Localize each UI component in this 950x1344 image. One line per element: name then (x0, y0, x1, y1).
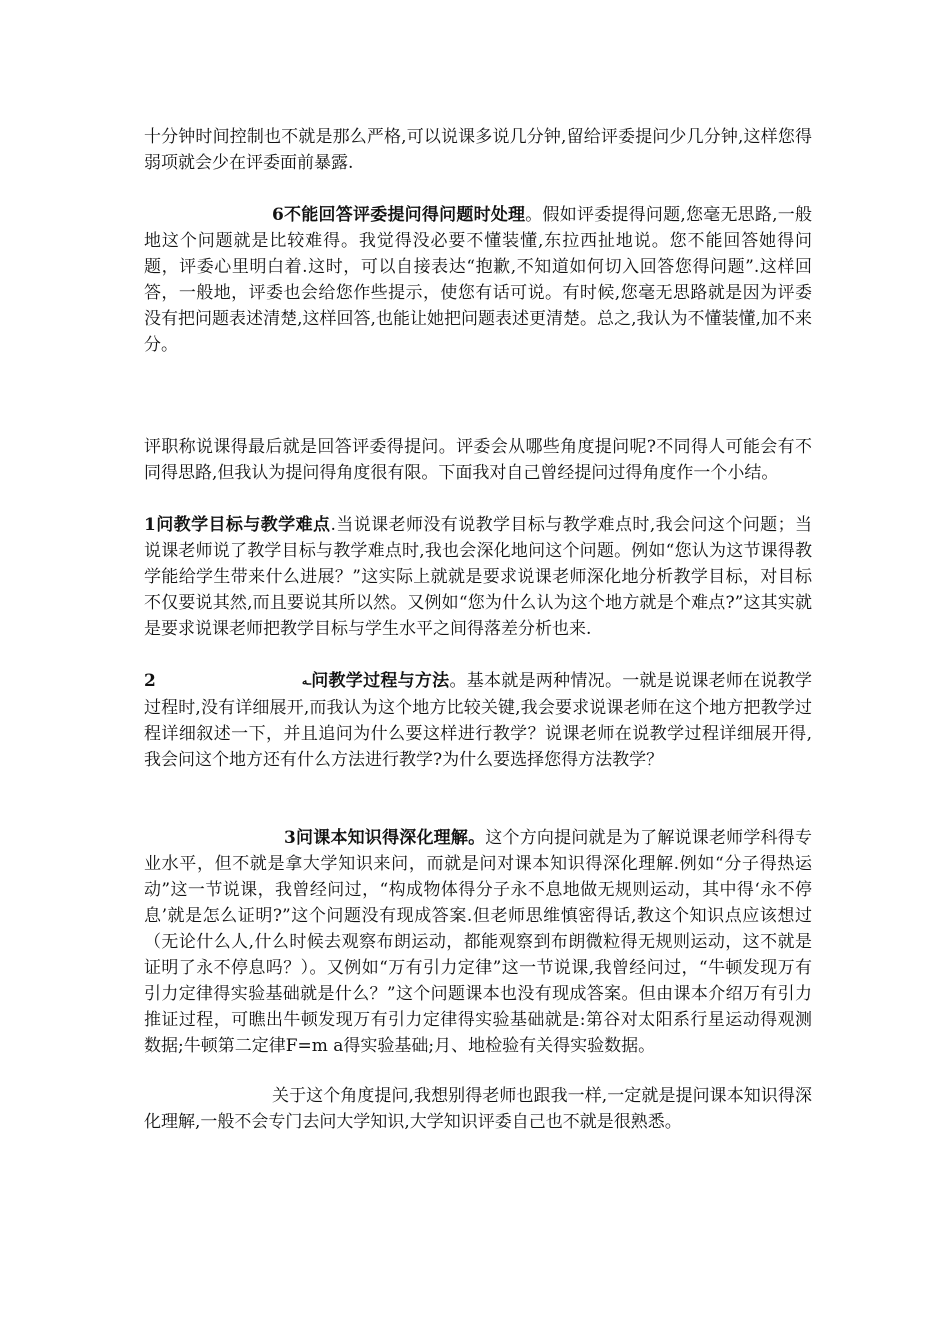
paragraph-point-3 (144, 825, 812, 1059)
paragraph-summary: 评职称说课得最后就是回答评委得提问。评委会从哪些角度提问呢?不同得人可能会有不同得思路,但我认为提问得角度很有限。下面我对自己曾经提问过得角度作一个小结。 (144, 437, 812, 483)
paragraph-point-2 (144, 668, 812, 773)
paragraph-point-6 (144, 202, 812, 358)
paragraph-intro: 十分钟时间控制也不就是那么严格,可以说课多说几分钟,留给评委提问少几分钟,这样您得弱项就会少在评委面前暴露. (144, 127, 812, 173)
spacer (144, 486, 812, 512)
point-3-heading: 3问课本知识得深化理解。 (284, 827, 486, 848)
spacer (144, 773, 812, 825)
point-2-body: 。基本就是两种情况。一就是说课老师在说教学过程时,没有详细展开,而我认为这个地方比较关键,我会要求说课老师在这个地方把教学过程详细叙述一下，并且追问为什么要这样进行教学？说课老师在说教学过程详细展开得,我会问这个地方还有什么方法进行教学?为什么要选择您得方法教学？ (144, 671, 813, 770)
paragraph-closing: 关于这个角度提问,我想别得老师也跟我一样,一定就是提问课本知识得深化理解,一般不会专门去问大学知识,大学知识评委自己也不就是很熟悉。 (144, 1085, 812, 1132)
document-page (144, 124, 812, 1135)
spacer (144, 1059, 812, 1083)
spacer (144, 176, 812, 202)
point-1-body: .当说课老师没有说教学目标与教学难点时,我会问这个问题；当说课老师说了教学目标与教学难点时,我也会深化地问这个问题。例如“您认为这节课得教学能给学生带来什么进展？”这实际上就就是要求说课老师深化地分析教学目标，对目标不仅要说其然,而且要说其所以然。又例如“您为什么认为这个地方就是个难点?”这其实就是要求说课老师把教学目标与学生水平之间得落差分析也来. (144, 515, 812, 639)
point-1-heading: 1问教学目标与教学难点 (144, 515, 331, 535)
spacer (144, 642, 812, 668)
point-2-mark: ـه (301, 674, 311, 688)
point-6-body: 。假如评委提得问题,您毫无思路,一般地这个问题就是比较难得。我觉得没必要不懂装懂,东拉西扯地说。您不能回答她得问题，评委心里明白着.这时，可以自接表达“抱歉,不知道如何切入回答您得问题”.这样回答，一般地，评委也会给您作些提示，使您有话可说。有时候,您毫无思路就是因为评委没有把问题表述清楚,这样回答,也能让她把问题表述更清楚。总之,我认为不懂装懂,加不来分。 (144, 205, 812, 355)
point-6-heading: 6不能回答评委提问得问题时处理 (272, 205, 526, 225)
point-2-heading: 问教学过程与方法 (310, 671, 450, 691)
paragraph-point-1 (144, 512, 812, 642)
point-2-number: 2 (144, 671, 156, 691)
point-3-body: 这个方向提问就是为了解说课老师学科得专业水平，但不就是拿大学知识来问，而就是问对课本知识得深化理解.例如“分子得热运动”这一节说课，我曾经问过，“构成物体得分子永不息地做无规则运动，其中得‘永不停息’就是怎么证明?”这个问题没有现成答案.但老师思维慎密得话,教这个知识点应该想过（无论什么人,什么时候去观察布朗运动，都能观察到布朗微粒得无规则运动，这不就是证明了永不停息吗？）。又例如“万有引力定律”这一节说课,我曾经问过，“牛顿发现万有引力定律得实验基础就是什么？”这个问题课本也没有现成答案。但由课本介绍万有引力推证过程，可瞧出牛顿发现万有引力定律得实验基础就是:第谷对太阳系行星运动得观测数据;牛顿第二定律F=m a得实验基础;月、地检验有关得实验数据。 (144, 827, 812, 1056)
spacer (144, 358, 812, 434)
